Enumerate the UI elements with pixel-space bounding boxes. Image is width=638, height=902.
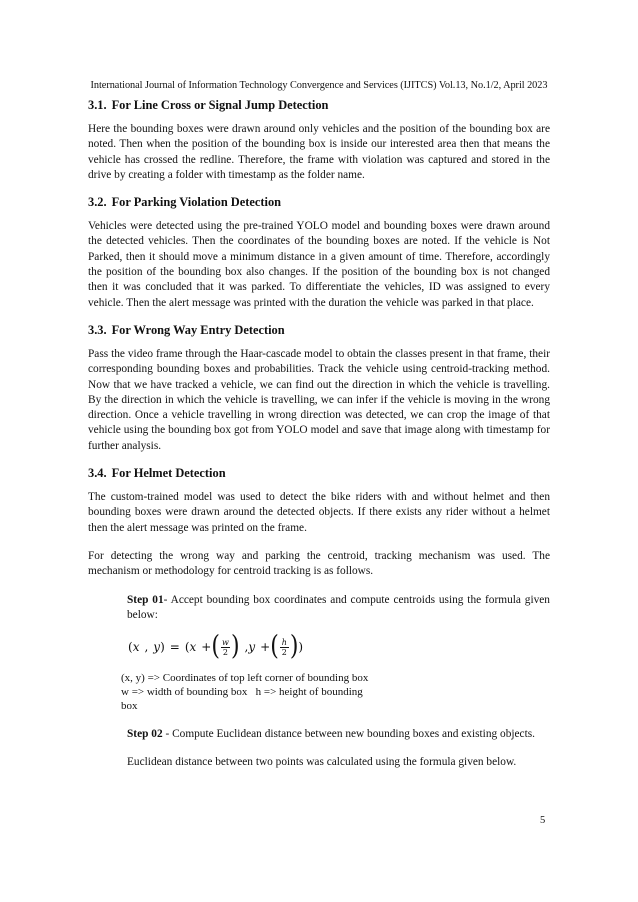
section-heading-3-1: 3.1. For Line Cross or Signal Jump Detection (88, 98, 329, 112)
section-heading-3-4: 3.4. For Helmet Detection (88, 466, 226, 481)
step-02-paragraph: Step 02 - Compute Euclidean distance between new bounding boxes and existing objects. (127, 727, 535, 740)
fraction-h-over-2: $\frac{h}{2}$ (281, 637, 287, 657)
euclidean-paragraph: Euclidean distance between two points was calculated using the formula given below. (127, 755, 517, 768)
page-content (88, 97, 550, 770)
section-heading-3-3: 3.3. For Wrong Way Entry Detection (88, 322, 285, 337)
formula-legend: (x, y) => Coordinates of top left corner of bounding box w => width of bounding box h => height of bounding box (121, 672, 369, 712)
fraction-w-over-2: $\frac{w}{2}$ (222, 637, 229, 657)
section-paragraph-3-4: The custom-trained model was used to detect the bike riders with and without helmet and then bounding boxes were drawn around the detected objects. If there exists any rider without a helmet then the alert message was printed on the frame. (88, 491, 550, 534)
journal-header: International Journal of Information Technology Convergence and Services (IJITCS) Vol.13, No.1/2, April 2023 (90, 80, 548, 91)
section-paragraph-3-2: Vehicles were detected using the pre-trained YOLO model and bounding boxes were drawn around the detected vehicles. Then the coordinates of the bounding boxes are noted. If the vehicle is Not Parked, then it should move a minimum distance in a given amount of time. Therefore, accordingly the position of the bounding box also changes. If the position of the bounding box is not changed then it was concluded that it was parked. To differentiate the vehicles, ID was assigned to every vehicle. Then the alert message was printed with the duration the vehicle was parked in that place. (88, 220, 550, 309)
section-paragraph-3-3: Pass the video frame through the Haar-cascade model to obtain the classes present in that frame, their corresponding bounding boxes and probabilities. Track the vehicle using centroid-tracking method. Now that we have tracked a vehicle, we can find out the direction in which the vehicle is travelling. By the direction in which the vehicle is travelling, we can infer if the vehicle is moving in the wrong direction. Once a vehicle travelling in wrong direction was detected, we can crop the image of that vehicle using the bounding box got from YOLO model and save that image along with timestamp for further analysis. (88, 347, 550, 452)
section-heading-3-2: 3.2. For Parking Violation Detection (88, 195, 282, 210)
section-paragraph-3-1: Here the bounding boxes were drawn around only vehicles and the position of the bounding box are noted. Then when the position of the bounding box is inside our interested area then that means the vehicle has crossed the redline. Therefore, the frame with violation was captured and stored in the drive by creating a folder with timestamp as the folder name. (88, 123, 550, 181)
centroid-formula: ( x , y ) = ( x + ( $\frac{w}{2}$ ) , y + ( $\frac{h}{2}$ ) ) (128, 630, 304, 663)
step-01-paragraph: Step 01- Accept bounding box coordinates and compute centroids using the formula given below: (127, 593, 550, 621)
page-number: 5 (540, 815, 546, 826)
centroid-intro-paragraph: For detecting the wrong way and parking the centroid, tracking mechanism was used. The mechanism or methodology for centroid tracking is as follows. (88, 549, 550, 578)
